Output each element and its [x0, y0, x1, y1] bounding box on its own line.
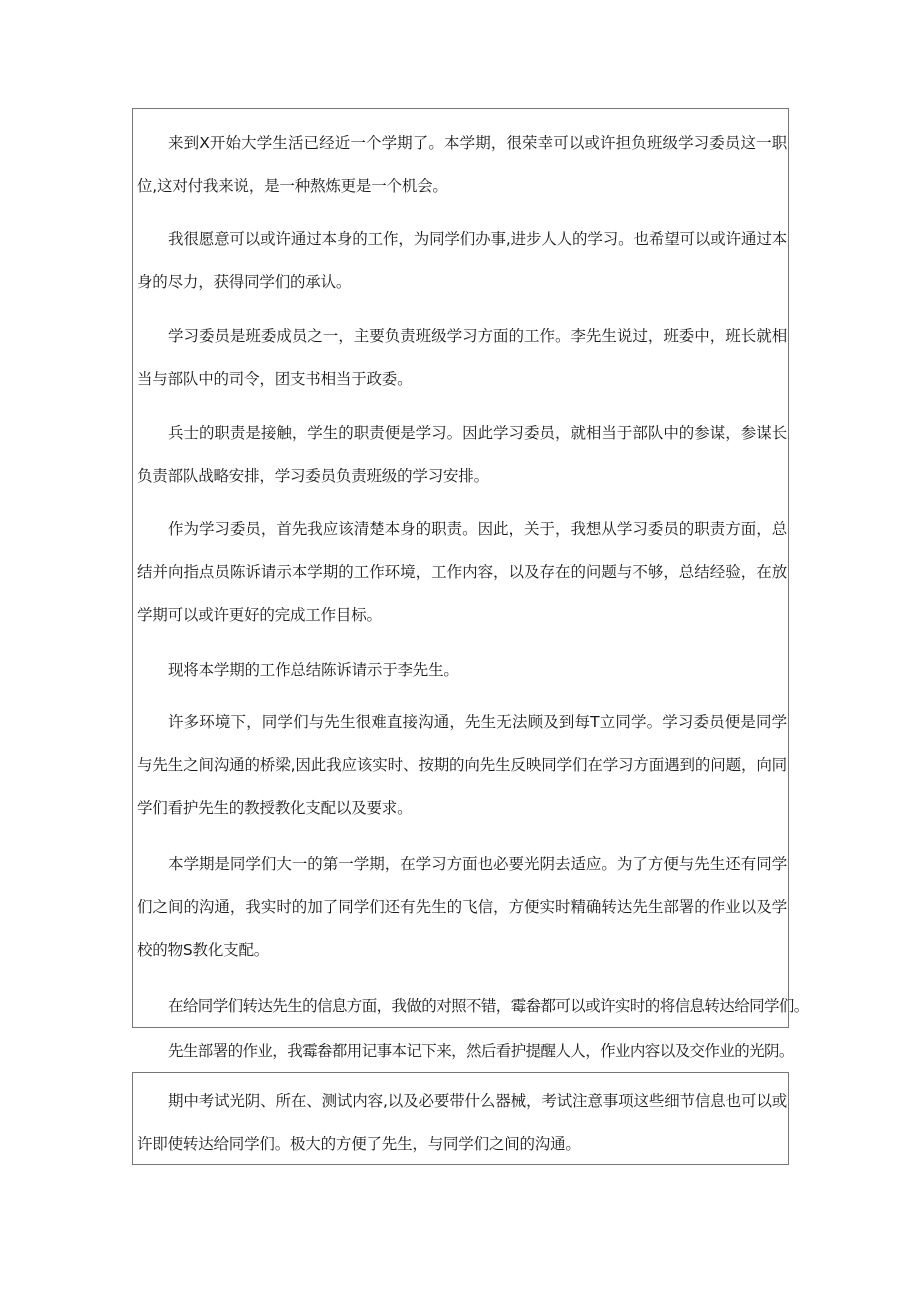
- paragraph-intro: 来到X开始大学生活已经近一个学期了。本学期，很荣幸可以或许担负班级学习委员这一职位,这对付我来说，是一种熬炼更是一个机会。: [137, 134, 787, 195]
- paragraph-summary-purpose: 作为学习委员，首先我应该清楚本身的职责。因此，关于，我想从学习委员的职责方面，总结并向指点员陈诉请示本学期的工作环境，工作内容，以及存在的问题与不够，总结经验，在放学期可以或许更好的完成工作目标。: [137, 520, 787, 624]
- paragraph-communication: 许多环境下，同学们与先生很难直接沟通，先生无法顾及到每T立同学。学习委员便是同学与先生之间沟通的桥梁,因此我应该实时、按期的向先生反映同学们在学习方面遇到的问题，向同学们看护先生的教授教化支配以及要求。: [137, 713, 787, 817]
- paragraph-first-semester: 本学期是同学们大一的第一学期，在学习方面也必要光阴去适应。为了方便与先生还有同学们之间的沟通，我实时的加了同学们还有先生的飞信，方便实时精确转达先生部署的作业以及学校的物S教化支配。: [137, 855, 787, 959]
- paragraph-report-line: 现将本学期的工作总结陈诉请示于李先生。: [168, 661, 459, 679]
- paragraph-homework: 先生部署的作业，我霉畚都用记事本记下来，然后看护提醒人人，作业内容以及交作业的光阴。: [168, 1042, 794, 1060]
- paragraph-role: 学习委员是班委成员之一，主要负责班级学习方面的工作。李先生说过，班委中，班长就相当与部队中的司令，团支书相当于政委。: [137, 327, 787, 388]
- paragraph-willingness: 我很愿意可以或许通过本身的工作，为同学们办事,进步人人的学习。也希望可以或许通过本身的尽力，获得同学们的承认。: [137, 230, 787, 291]
- paragraph-duty: 兵士的职责是接触，学生的职责便是学习。因此学习委员，就相当于部队中的参谋，参谋长负责部队战略安排，学习委员负责班级的学习安排。: [137, 424, 787, 485]
- paragraph-midterm: 期中考试光阴、所在、测试内容,以及必要带什么器械，考试注意事项这些细节信息也可以或许即使转达给同学们。极大的方便了先生，与同学们之间的沟通。: [137, 1092, 787, 1153]
- paragraph-info-transfer: 在给同学们转达先生的信息方面，我做的对照不错，霉畚都可以或许实时的将信息转达给同学们。: [168, 997, 809, 1015]
